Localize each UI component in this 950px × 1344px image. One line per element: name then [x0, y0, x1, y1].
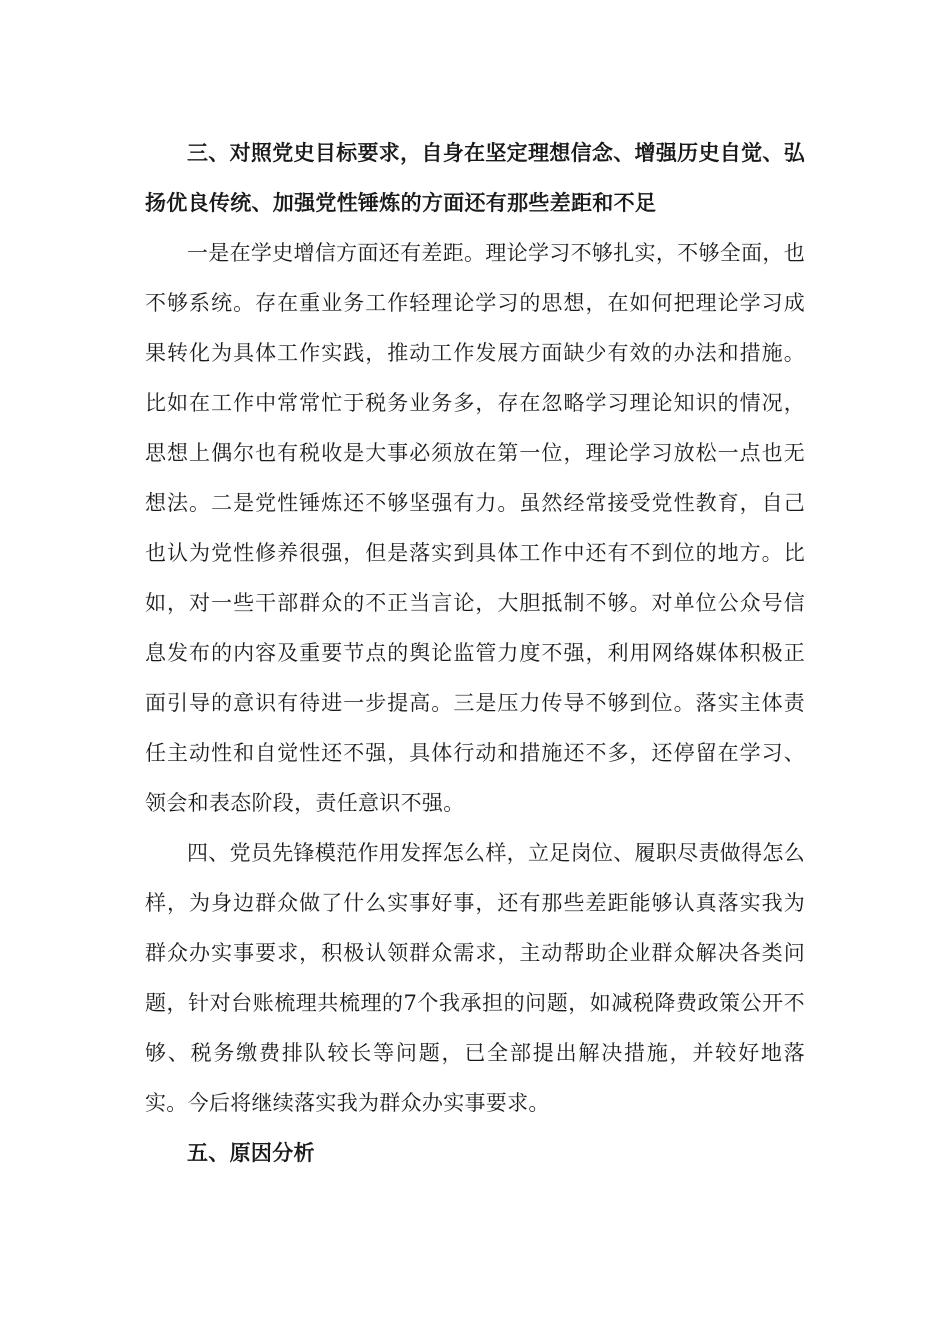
section-3-heading: 三、对照党史目标要求，自身在坚定理想信念、增强历史自觉、弘扬优良传统、加强党性锤炼的方面还有那些差距和不足 — [145, 141, 805, 215]
document-body — [145, 128, 805, 1178]
section-3-paragraph: 一是在学史增信方面还有差距。理论学习不够扎实，不够全面，也不够系统。存在重业务工作轻理论学习的思想，在如何把理论学习成果转化为具体工作实践，推动工作发展方面缺少有效的办法和措施。比如在工作中常常忙于税务业务多，存在忽略学习理论知识的情况，思想上偶尔也有税收是大事必须放在第一位，理论学习放松一点也无想法。二是党性锤炼还不够坚强有力。虽然经常接受党性教育，自己也认为党性修养很强，但是落实到具体工作中还有不到位的地方。比如，对一些干部群众的不正当言论，大胆抵制不够。对单位公众号信息发布的内容及重要节点的舆论监管力度不强，利用网络媒体积极正面引导的意识有待进一步提高。三是压力传导不够到位。落实主体责任主动性和自觉性还不强，具体行动和措施还不多，还停留在学习、领会和表态阶段，责任意识不强。 — [145, 241, 805, 815]
section-5-heading: 五、原因分析 — [187, 1141, 315, 1165]
section-4-paragraph: 四、党员先锋模范作用发挥怎么样，立足岗位、履职尽责做得怎么样，为身边群众做了什么实事好事，还有那些差距能够认真落实我为群众办实事要求，积极认领群众需求，主动帮助企业群众解决各类问题，针对台账梳理共梳理的7个我承担的问题，如减税降费政策公开不够、税务缴费排队较长等问题，已全部提出解决措施，并较好地落实。今后将继续落实我为群众办实事要求。 — [145, 841, 805, 1115]
